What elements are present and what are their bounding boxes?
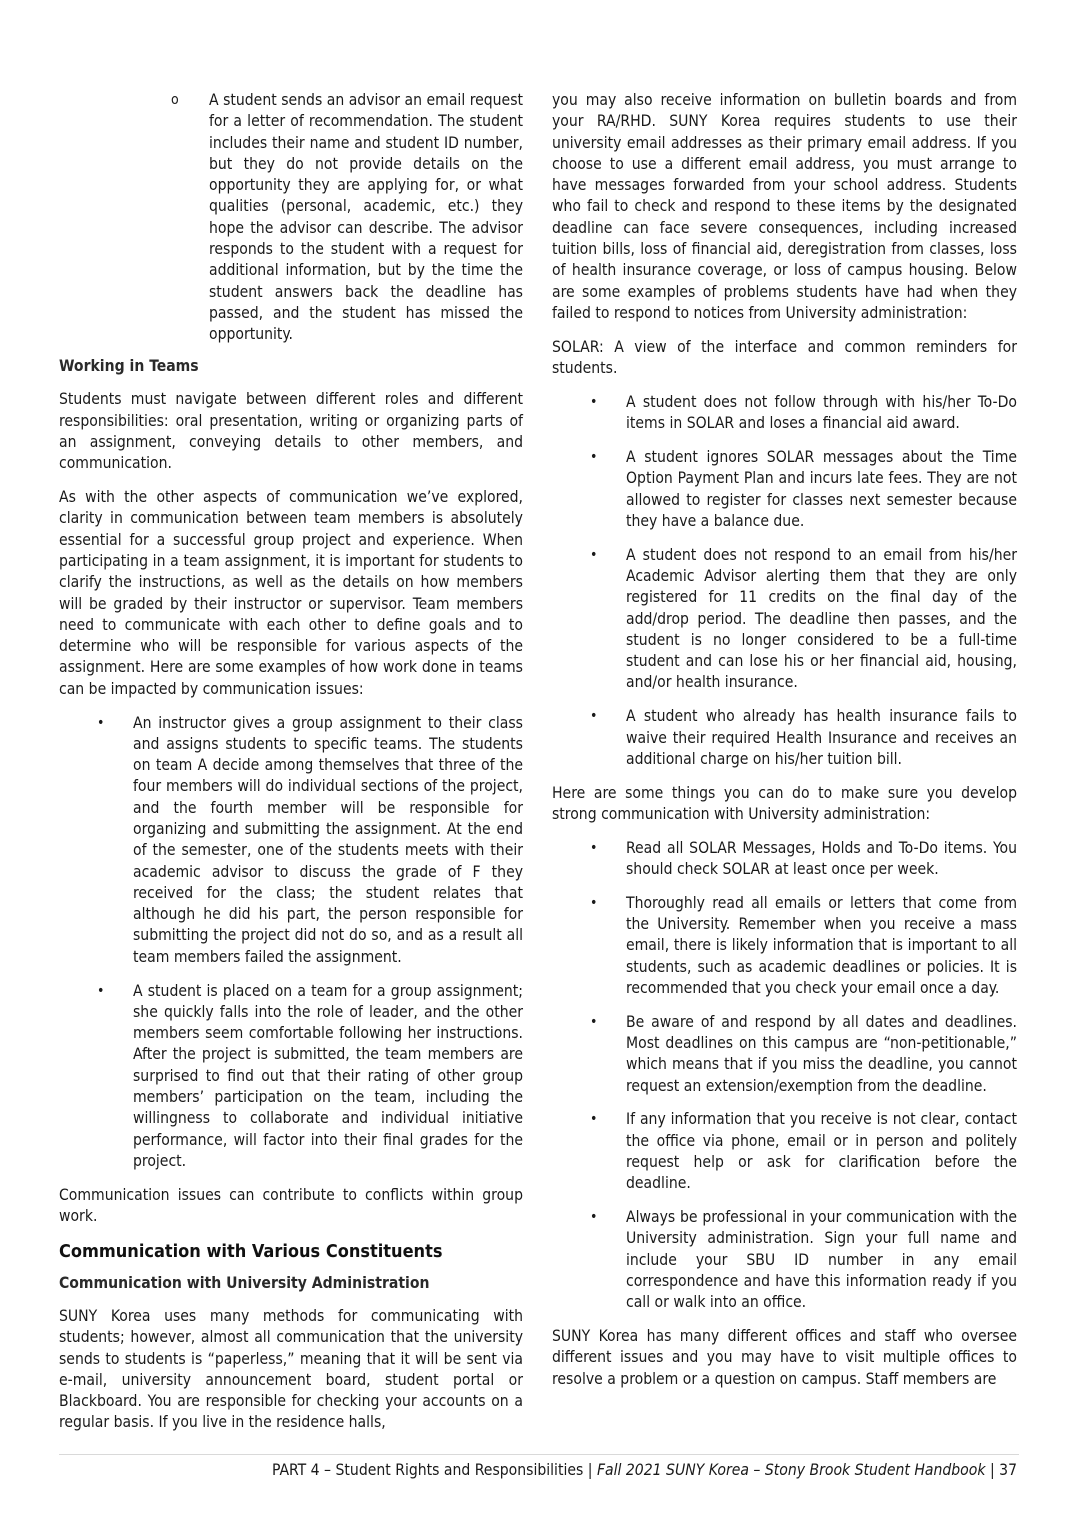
paragraph: Here are some things you can do to make sure you develop strong communication with University administration:: [552, 783, 1017, 823]
list-item: • Read all SOLAR Messages, Holds and To-Do items. You should check SOLAR at least once per week.: [590, 838, 1017, 878]
bullet-icon: •: [590, 708, 598, 725]
solar-description: A view of the interface and common reminders for students.: [552, 337, 1017, 378]
circle-bullet-icon: o: [171, 92, 179, 108]
bullet-icon: •: [97, 982, 105, 999]
footer-separator: |: [587, 1461, 593, 1479]
right-column: [552, 90, 1017, 1403]
bullet-icon: •: [590, 894, 598, 911]
list-item: • A student is placed on a team for a group assignment; she quickly falls into the role of leader, and the other members seem comfortable following her instructions. After the project is submitted, the team members are surprised to find out that their rating of other group members’ participation on the team, including the willingness to collaborate and individual initiative performance, will factor into their final grades for the project.: [97, 981, 523, 1170]
sub-bullet-item: o A student sends an advisor an email request for a letter of recommendation. The student includes their name and student ID number, but they do not provide details on the opportunity they are applying for, or what qualities (personal, academic, etc.) they hope the advisor can describe. The advisor responds to the student with a request for additional information, but by the time the student answers back the deadline has passed, and the student has missed the opportunity.: [171, 91, 523, 344]
bullet-icon: •: [590, 448, 598, 465]
bullet-icon: •: [590, 393, 598, 410]
teams-bullet-list: [59, 713, 523, 1173]
bullet-icon: •: [590, 839, 598, 856]
constituents-heading: Communication with Various Constituents: [59, 1241, 443, 1263]
footer-part: PART 4 – Student Rights and Responsibilities: [271, 1461, 584, 1479]
tips-bullet-list: [552, 838, 1017, 1314]
footer-separator: |: [989, 1461, 995, 1479]
list-item: • Thoroughly read all emails or letters that come from the University. Remember when you receive a mass email, there is likely information that is important to all students, such as academic deadlines or policies. It is recommended that you check your email once a day.: [590, 893, 1017, 997]
page-footer: [272, 1461, 1017, 1479]
list-item: • A student who already has health insurance fails to waive their required Health Insurance and receives an additional charge on his/her tuition bill.: [590, 707, 1017, 768]
bullet-icon: •: [97, 714, 105, 731]
solar-paragraph: [552, 337, 1017, 380]
page-number: 37: [999, 1461, 1017, 1479]
bullet-icon: •: [590, 1013, 598, 1030]
footer-handbook-title: Fall 2021 SUNY Korea – Stony Brook Student Handbook: [596, 1461, 986, 1479]
sub-bullet-list: [59, 90, 523, 346]
paragraph: SUNY Korea uses many methods for communicating with students; however, almost all communication that the university sends to students is “paperless,” meaning that it will be sent via e-mail, university announcement board, student portal or Blackboard. You are responsible for checking your accounts on a regular basis. If you live in the residence halls,: [59, 1306, 523, 1432]
paragraph: you may also receive information on bulletin boards and from your RA/RHD. SUNY Korea requires students to use their university email addresses as their primary email address. If you choose to use a different email address, you must arrange to have messages forwarded from your school address. Students who fail to check and respond to these items by the designated deadline can face severe consequences, including increased tuition bills, loss of financial aid, deregistration from classes, loss of health insurance coverage, or loss of campus housing. Below are some examples of problems students have had when they failed to respond to notices from University administration:: [552, 91, 1017, 322]
paragraph: SUNY Korea has many different offices and staff who oversee different issues and you may have to visit multiple offices to resolve a problem or a question on campus. Staff members are: [552, 1327, 1017, 1388]
university-administration-heading: Communication with University Administration: [59, 1273, 430, 1292]
problem-bullet-list: [552, 392, 1017, 770]
list-item: • A student does not follow through with his/her To-Do items in SOLAR and loses a financial aid award.: [590, 392, 1017, 433]
bullet-icon: •: [590, 1209, 598, 1226]
list-item: • An instructor gives a group assignment to their class and assigns students to specific teams. The students on team A decide among themselves that three of the four members will do individual sections of the project, and the fourth member will be responsible for organizing and submitting the assignment. At the end of the semester, one of the students meets with their academic advisor to discuss the grade of F they received for the class; the student relates that although he did his part, the person responsible for submitting the project did not do so, and as a result all team members failed the assignment.: [97, 713, 523, 966]
paragraph: Communication issues can contribute to conflicts within group work.: [59, 1185, 523, 1226]
list-item: • A student does not respond to an email from his/her Academic Advisor alerting them that they are only registered for 11 credits on the final day of the add/drop period. The deadline then passes, and the student is no longer considered to be a full-time student and can lose his or her financial aid, housing, and/or health insurance.: [590, 545, 1017, 692]
bullet-icon: •: [590, 546, 598, 563]
bullet-icon: •: [590, 1111, 598, 1128]
footer-divider: [59, 1454, 1019, 1455]
paragraph: Students must navigate between different roles and different responsibilities: oral presentation, writing or organizing parts of an assignment, conveying details to other members, and communication.: [59, 390, 523, 473]
list-item: • If any information that you receive is not clear, contact the office via phone, email or in person and politely request help or ask for clarification before the deadline.: [590, 1110, 1017, 1193]
left-column: [59, 90, 523, 1446]
working-in-teams-heading: Working in Teams: [59, 357, 199, 376]
list-item: • Always be professional in your communication with the University administration. Sign your full name and include your SBU ID number in any email correspondence and have this information ready if you call or walk into an office.: [590, 1208, 1017, 1312]
solar-term: SOLAR:: [552, 337, 604, 356]
list-item: • Be aware of and respond by all dates and deadlines. Most deadlines on this campus are “non-petitionable,” which means that if you miss the deadline, you cannot request an extension/exemption from the deadline.: [590, 1012, 1017, 1095]
list-item: • A student ignores SOLAR messages about the Time Option Payment Plan and incurs late fees. They are not allowed to register for classes next semester because they have a balance due.: [590, 447, 1017, 530]
paragraph: As with the other aspects of communication we’ve explored, clarity in communication between team members is absolutely essential for a successful group project and experience. When participating in a team assignment, it is important for students to clarify the instructions, as well as the details on how members will be graded by their instructor or supervisor. Team members need to communicate with each other to define goals and to determine who will be responsible for various aspects of the assignment. Here are some examples of how work done in teams can be impacted by communication issues:: [59, 488, 523, 698]
